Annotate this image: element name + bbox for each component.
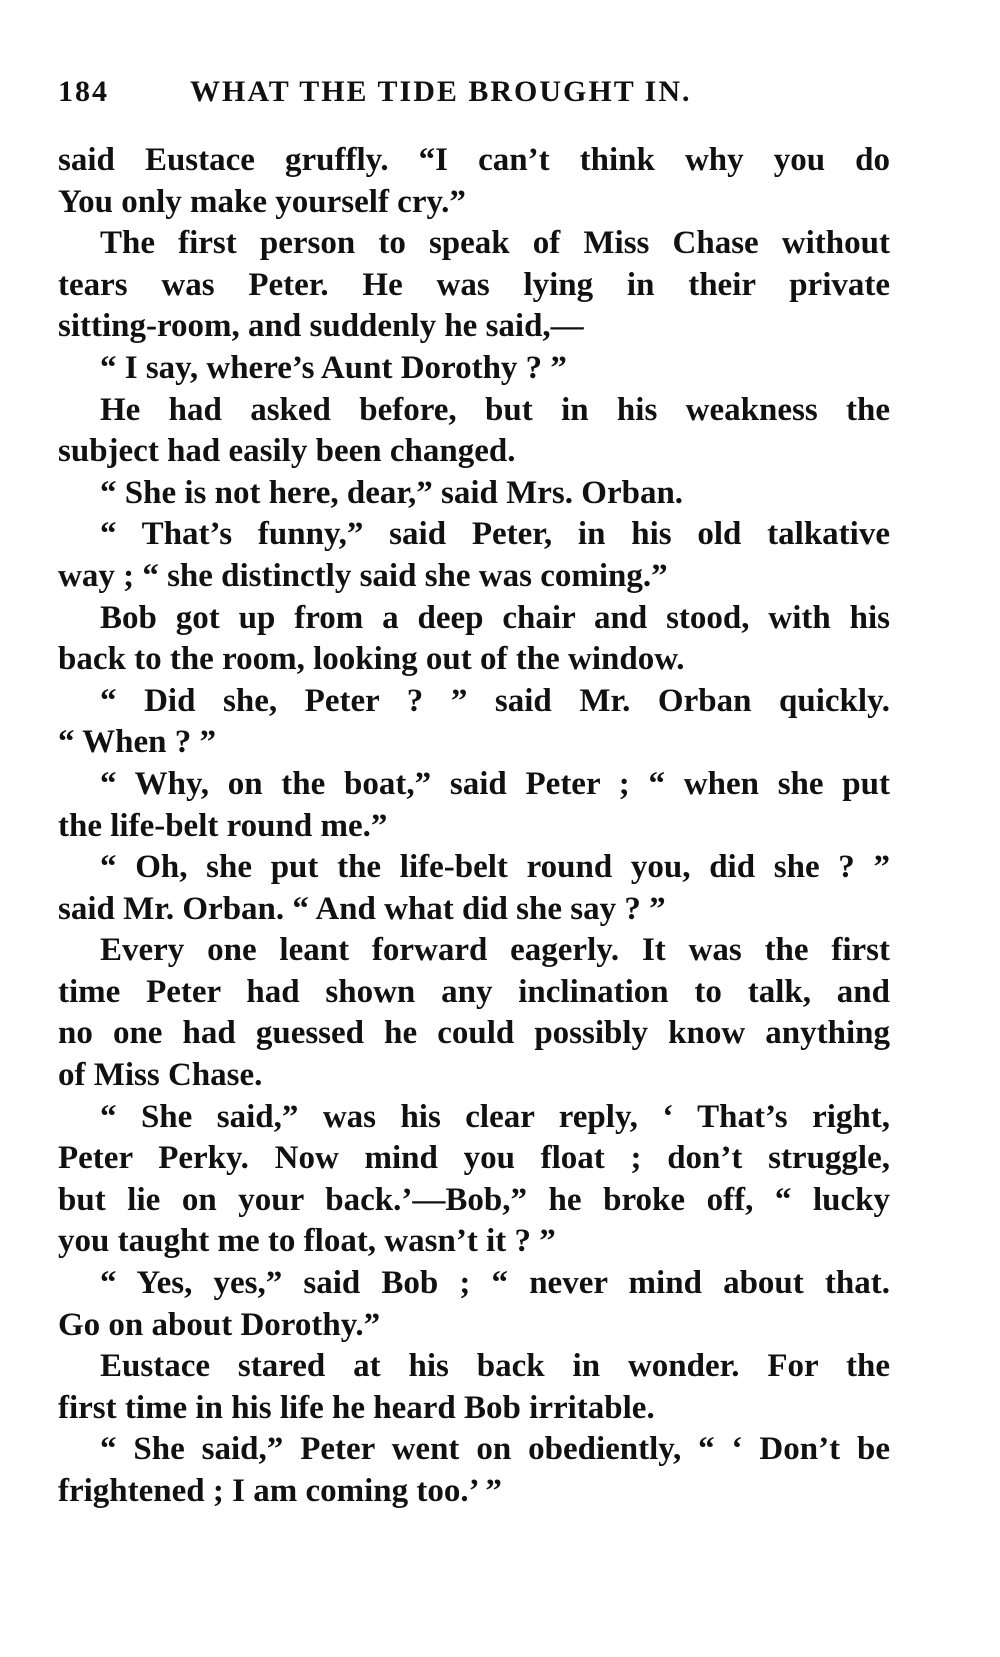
text-line: sitting-room, and suddenly he said,— <box>58 308 584 345</box>
text-line: first time in his life he heard Bob irritable. <box>58 1389 655 1426</box>
text-line: said Mr. Orban. “ And what did she say ? ” <box>58 890 666 927</box>
text-line: “ She is not here, dear,” said Mrs. Orban. <box>100 474 684 511</box>
text-line: of Miss Chase. <box>58 1057 263 1094</box>
text-line: Every one leant forward eagerly. It was the first <box>100 932 890 969</box>
text-line: the life-belt round me.” <box>58 807 388 844</box>
text-line: you taught me to float, wasn’t it ? ” <box>58 1223 556 1260</box>
text-line: “ She said,” was his clear reply, ‘ That’s right, <box>100 1098 890 1135</box>
text-line: said Eustace gruffly. “I can’t think why you do <box>58 142 890 178</box>
text-line: frightened ; I am coming too.’ ” <box>58 1473 502 1509</box>
text-line: time Peter had shown any inclination to talk, and <box>58 973 890 1010</box>
text-line: You only make yourself cry.” <box>58 183 466 220</box>
text-line: “ Yes, yes,” said Bob ; “ never mind about that. <box>100 1265 890 1302</box>
text-line: Go on about Dorothy.” <box>58 1306 381 1343</box>
text-line: tears was Peter. He was lying in their private <box>58 266 890 303</box>
body-text <box>58 140 890 1513</box>
text-line: The first person to speak of Miss Chase without <box>100 225 890 262</box>
text-line: “ Oh, she put the life-belt round you, did she ? ” <box>100 849 890 886</box>
text-line: back to the room, looking out of the window. <box>58 641 685 678</box>
text-line: but lie on your back.’—Bob,” he broke off, “ lucky <box>58 1181 890 1218</box>
text-line: “ When ? ” <box>58 724 217 761</box>
running-title: WHAT THE TIDE BROUGHT IN. <box>190 75 692 108</box>
text-line: “ That’s funny,” said Peter, in his old talkative <box>100 516 890 553</box>
text-line: “ She said,” Peter went on obediently, “ ‘ Don’t be <box>100 1431 890 1468</box>
page-header <box>58 72 948 112</box>
text-line: “ Did she, Peter ? ” said Mr. Orban quickly. <box>100 682 890 719</box>
text-line: Peter Perky. Now mind you float ; don’t struggle, <box>58 1140 890 1177</box>
page-number: 184 <box>58 75 109 108</box>
text-line: He had asked before, but in his weakness the <box>100 391 890 428</box>
text-line: Eustace stared at his back in wonder. For the <box>100 1348 890 1385</box>
text-line: way ; “ she distinctly said she was coming.” <box>58 557 668 594</box>
text-line: Bob got up from a deep chair and stood, with his <box>100 599 890 636</box>
text-line: “ I say, where’s Aunt Dorothy ? ” <box>100 349 567 386</box>
text-line: no one had guessed he could possibly know anything <box>58 1015 890 1052</box>
text-line: “ Why, on the boat,” said Peter ; “ when she put <box>100 765 890 802</box>
text-line: subject had easily been changed. <box>58 433 516 470</box>
